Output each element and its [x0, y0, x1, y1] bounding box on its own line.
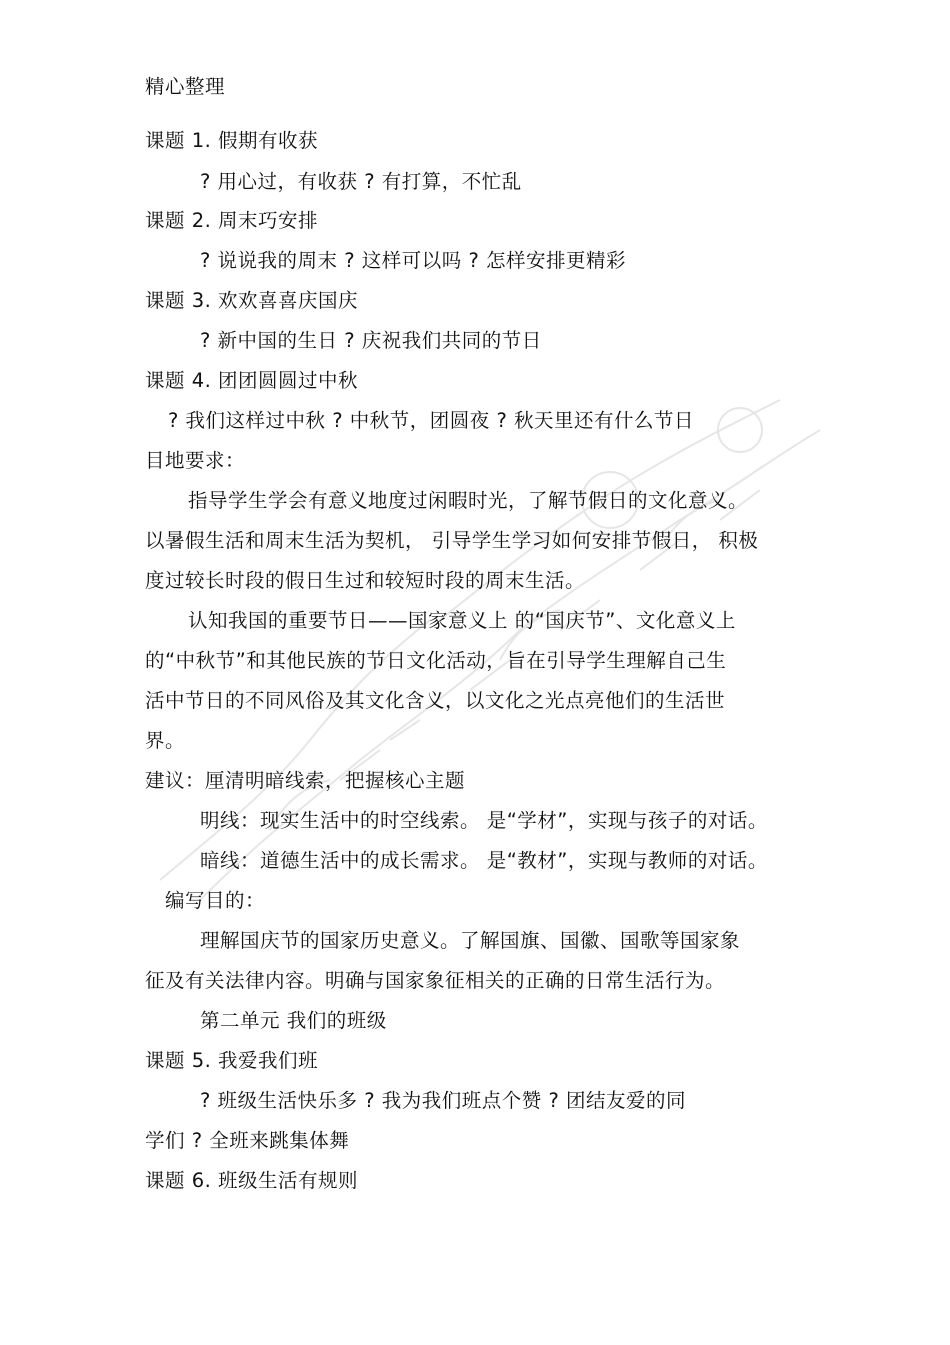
- lesson-title-3: 课题 3. 欢欢喜喜庆国庆: [145, 289, 359, 312]
- lesson-title-5: 课题 5. 我爱我们班: [145, 1049, 319, 1072]
- unit-heading: 第二单元 我们的班级: [200, 1009, 387, 1032]
- paragraph-line: 理解国庆节的国家历史意义。了解国旗、国徽、国歌等国家象: [200, 929, 741, 952]
- lesson-topics-1: ? 用心过，有收获 ? 有打算，不忙乱: [200, 170, 522, 193]
- implicit-line-note: 暗线：道德生活中的成长需求。 是“教材”，实现与教师的对话。: [200, 849, 768, 872]
- paragraph-line: 指导学生学会有意义地度过闲暇时光，了解节假日的文化意义。: [188, 489, 749, 512]
- explicit-line-note: 明线：现实生活中的时空线索。 是“学材”，实现与孩子的对话。: [200, 809, 768, 832]
- paragraph-line: 以暑假生活和周末生活为契机， 引导学生学习如何安排节假日， 积极: [145, 529, 759, 552]
- paragraph-line: 征及有关法律内容。明确与国家象征相关的正确的日常生活行为。: [145, 969, 726, 992]
- purpose-heading: 编写目的：: [165, 889, 266, 912]
- lesson-title-2: 课题 2. 周末巧安排: [145, 209, 319, 232]
- lesson-title-1: 课题 1. 假期有收获: [145, 129, 319, 152]
- paragraph-line: 度过较长时段的假日生过和较短时段的周末生活。: [145, 569, 586, 592]
- paragraph-line: 的“中秋节”和其他民族的节日文化活动，旨在引导学生理解自己生: [145, 649, 727, 672]
- requirements-heading: 目地要求：: [145, 449, 246, 472]
- paragraph-line: 活中节日的不同风俗及其文化含义，以文化之光点亮他们的生活世: [145, 689, 726, 712]
- lesson-topics-3: ? 新中国的生日 ? 庆祝我们共同的节日: [200, 329, 542, 352]
- watermark-graphic: [140, 360, 840, 920]
- paragraph-line: 界。: [145, 729, 186, 752]
- paragraph-line: 认知我国的重要节日——国家意义上 的“国庆节”、文化意义上: [188, 609, 736, 632]
- lesson-topics-4: ? 我们这样过中秋 ? 中秋节，团圆夜 ? 秋天里还有什么节日: [168, 409, 695, 432]
- suggestion-heading: 建议：厘清明暗线索，把握核心主题: [145, 769, 466, 792]
- lesson-title-4: 课题 4. 团团圆圆过中秋: [145, 369, 359, 392]
- page-header: 精心整理: [145, 75, 226, 98]
- lesson-topics-5: ? 班级生活快乐多 ? 我为我们班点个赞 ? 团结友爱的同: [200, 1089, 687, 1112]
- lesson-topics-2: ? 说说我的周末 ? 这样可以吗 ? 怎样安排更精彩: [200, 249, 627, 272]
- lesson-topics-5-cont: 学们 ? 全班来跳集体舞: [145, 1129, 350, 1152]
- lesson-title-6: 课题 6. 班级生活有规则: [145, 1169, 359, 1192]
